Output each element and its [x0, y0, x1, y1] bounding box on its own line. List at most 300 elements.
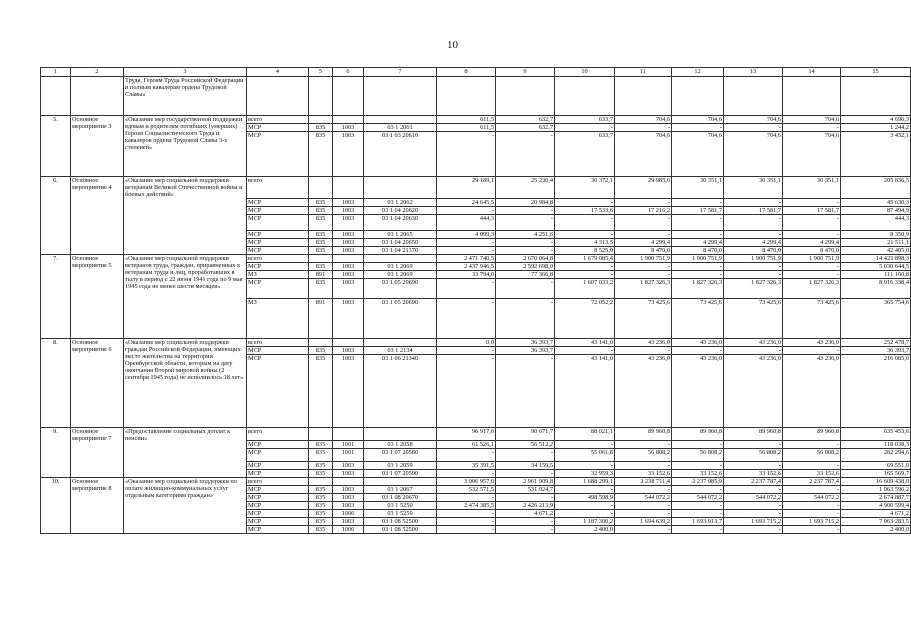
section-code-cell: 1003 — [333, 199, 364, 207]
target-code-cell: 03 1 05 20690 — [364, 299, 437, 339]
cell — [247, 77, 309, 116]
amount-cell: - — [724, 271, 783, 279]
amount-cell: - — [783, 441, 841, 449]
section-code-cell: 1003 — [333, 347, 364, 355]
measure-type: Основное мероприятие 8 — [71, 478, 124, 534]
section-code-cell: 1003 — [333, 462, 364, 470]
amount-cell: - — [437, 207, 496, 215]
grbs-code-cell: 835 — [309, 526, 333, 534]
amount-cell: 33 152,6 — [783, 470, 841, 478]
amount-cell: 43 141,0 — [555, 339, 615, 347]
amount-cell: - — [783, 124, 841, 132]
column-number-5: 5 — [309, 68, 333, 77]
amount-cell: - — [672, 347, 724, 355]
amount-cell: - — [783, 462, 841, 470]
amount-cell: - — [555, 462, 615, 470]
column-number-1: 1 — [41, 68, 71, 77]
amount-cell: 2 670 064,8 — [496, 255, 555, 263]
amount-cell: - — [437, 494, 496, 502]
cell — [783, 77, 841, 116]
amount-cell: 4 696,3 — [841, 116, 911, 124]
target-code-cell: 03 1 06 21340 — [364, 355, 437, 428]
grbs-code-cell: 835 — [309, 279, 333, 299]
executor-cell: МСР — [247, 526, 309, 534]
executor-cell: МСР — [247, 132, 309, 177]
amount-cell: 87 494,9 — [841, 207, 911, 215]
target-code-cell: 03 1 07 20580 — [364, 449, 437, 462]
amount-cell: 2 592 698,0 — [496, 263, 555, 271]
amount-cell: 1 679 085,4 — [555, 255, 615, 263]
amount-cell: 77 366,8 — [496, 271, 555, 279]
table-row — [41, 428, 911, 441]
grbs-code-cell: 835 — [309, 470, 333, 478]
amount-cell: - — [496, 132, 555, 177]
amount-cell: 43 236,0 — [615, 339, 672, 347]
amount-cell: 61 526,1 — [437, 441, 496, 449]
amount-cell: 72 052,2 — [555, 299, 615, 339]
grbs-code-cell — [309, 478, 333, 486]
amount-cell: - — [555, 263, 615, 271]
amount-cell: - — [496, 215, 555, 231]
amount-cell: 29 985,6 — [615, 177, 672, 199]
amount-cell: - — [672, 441, 724, 449]
amount-cell: - — [783, 486, 841, 494]
executor-cell: всего — [247, 255, 309, 263]
cell — [615, 77, 672, 116]
amount-cell: 635 453,6 — [841, 428, 911, 441]
amount-cell: 1 827 326,3 — [724, 279, 783, 299]
amount-cell: 36 393,7 — [841, 347, 911, 355]
amount-cell: 1 244,2 — [841, 124, 911, 132]
amount-cell: - — [615, 263, 672, 271]
amount-cell: - — [724, 502, 783, 510]
amount-cell: 4 299,4 — [724, 239, 783, 247]
grbs-code-cell: 835 — [309, 462, 333, 470]
amount-cell: 444,3 — [437, 215, 496, 231]
amount-cell: 56 512,2 — [496, 441, 555, 449]
amount-cell: - — [615, 215, 672, 231]
amount-cell: 43 236,0 — [783, 355, 841, 428]
section-code-cell: 1003 — [333, 132, 364, 177]
amount-cell: - — [496, 355, 555, 428]
amount-cell: - — [555, 441, 615, 449]
column-number-14: 14 — [783, 68, 841, 77]
amount-cell: 632,7 — [496, 116, 555, 124]
table-row — [41, 339, 911, 347]
amount-cell: - — [724, 486, 783, 494]
executor-cell: МСР — [247, 441, 309, 449]
amount-cell: 2 426 213,9 — [496, 502, 555, 510]
measure-name: «Оказание мер социальной поддержки по оплате жилищно-коммунальных услуг отдельным категориям граждан» — [124, 478, 247, 534]
section-code-cell: 1003 — [333, 207, 364, 215]
amount-cell: - — [615, 231, 672, 239]
executor-cell: МСР — [247, 510, 309, 518]
grbs-code-cell: 891 — [309, 299, 333, 339]
amount-cell: 14 423 898,3 — [841, 255, 911, 263]
target-code-cell: 03 1 2061 — [364, 124, 437, 132]
column-number-6: 6 — [333, 68, 364, 77]
measure-name: «Оказание мер государственной поддержки вдовам и родителям погибших (умерших) Героев Социалистического Труда и кавалеров ордена Трудовой Славы 3-х степеней» — [124, 116, 247, 177]
target-code-cell: 03 1 04 21370 — [364, 247, 437, 255]
amount-cell: 73 425,6 — [615, 299, 672, 339]
amount-cell: - — [555, 271, 615, 279]
executor-cell: МЗ — [247, 299, 309, 339]
amount-cell: - — [724, 347, 783, 355]
amount-cell: - — [724, 263, 783, 271]
amount-cell: - — [555, 347, 615, 355]
amount-cell: - — [496, 279, 555, 299]
target-code-cell: 03 1 2062 — [364, 199, 437, 207]
amount-cell: - — [555, 502, 615, 510]
section-code-cell: 1003 — [333, 239, 364, 247]
amount-cell: 30 351,1 — [672, 177, 724, 199]
executor-cell: МСР — [247, 518, 309, 526]
measure-type: Основное мероприятие 6 — [71, 339, 124, 428]
amount-cell: 43 236,0 — [672, 355, 724, 428]
amount-cell: 33 152,6 — [724, 470, 783, 478]
amount-cell: 365 754,6 — [841, 299, 911, 339]
group-number: 7. — [41, 255, 71, 339]
executor-cell: МЗ — [247, 271, 309, 279]
column-number-8: 8 — [437, 68, 496, 77]
amount-cell: - — [615, 486, 672, 494]
amount-cell: - — [783, 215, 841, 231]
amount-cell: - — [672, 510, 724, 518]
column-number-7: 7 — [364, 68, 437, 77]
executor-cell: МСР — [247, 231, 309, 239]
page-number: 10 — [447, 39, 458, 51]
amount-cell: 1 827 326,3 — [615, 279, 672, 299]
amount-cell: 8 470,0 — [672, 247, 724, 255]
amount-cell: 8 470,0 — [783, 247, 841, 255]
amount-cell: - — [783, 231, 841, 239]
amount-cell: 8 916 338,4 — [841, 279, 911, 299]
cell — [437, 77, 496, 116]
amount-cell: 611,5 — [437, 124, 496, 132]
group-number: 8. — [41, 339, 71, 428]
amount-cell: 498 598,9 — [555, 494, 615, 502]
target-code-cell: 03 1 2134 — [364, 347, 437, 355]
amount-cell: 30 372,1 — [555, 177, 615, 199]
amount-cell: 88 021,1 — [555, 428, 615, 441]
amount-cell: - — [555, 199, 615, 207]
amount-cell: - — [437, 449, 496, 462]
cell — [496, 77, 555, 116]
column-number-9: 9 — [496, 68, 555, 77]
grbs-code-cell: 835 — [309, 199, 333, 207]
group-number: 5. — [41, 116, 71, 177]
target-code-cell — [364, 177, 437, 199]
executor-cell: МСР — [247, 215, 309, 231]
group-number: 10. — [41, 478, 71, 534]
amount-cell: 3 006 957,0 — [437, 478, 496, 486]
amount-cell: - — [724, 231, 783, 239]
target-code-cell: 03 1 04 20620 — [364, 207, 437, 215]
amount-cell: 2 437 946,5 — [437, 263, 496, 271]
amount-cell: 282 294,6 — [841, 449, 911, 462]
section-code-cell: 1003 — [333, 215, 364, 231]
amount-cell: - — [437, 355, 496, 428]
amount-cell: - — [437, 299, 496, 339]
target-code-cell: 03 1 05 20690 — [364, 279, 437, 299]
amount-cell: - — [555, 231, 615, 239]
measure-type: Основное мероприятие 3 — [71, 116, 124, 177]
grbs-code-cell — [309, 339, 333, 347]
grbs-code-cell: 835 — [309, 355, 333, 428]
amount-cell: - — [724, 441, 783, 449]
section-code-cell: 1006 — [333, 510, 364, 518]
amount-cell: - — [783, 271, 841, 279]
amount-cell: 33 794,0 — [437, 271, 496, 279]
target-code-cell — [364, 339, 437, 347]
amount-cell: - — [724, 215, 783, 231]
section-code-cell: 1003 — [333, 231, 364, 239]
amount-cell: 444,3 — [841, 215, 911, 231]
amount-cell: 1 688 299,1 — [555, 478, 615, 486]
grbs-code-cell: 891 — [309, 271, 333, 279]
amount-cell: 17 216,2 — [615, 207, 672, 215]
amount-cell: 216 085,0 — [841, 355, 911, 428]
amount-cell: - — [615, 526, 672, 534]
amount-cell: 1 187 300,2 — [555, 518, 615, 526]
section-code-cell: 1003 — [333, 470, 364, 478]
amount-cell: 544 072,2 — [672, 494, 724, 502]
amount-cell: 1 827 326,3 — [783, 279, 841, 299]
amount-cell: - — [496, 207, 555, 215]
section-code-cell: 1001 — [333, 449, 364, 462]
amount-cell: 704,6 — [724, 116, 783, 124]
amount-cell: - — [496, 247, 555, 255]
amount-cell: - — [672, 502, 724, 510]
amount-cell: - — [555, 486, 615, 494]
amount-cell: 2 400,0 — [841, 526, 911, 534]
amount-cell: 611,5 — [437, 116, 496, 124]
amount-cell: 43 141,0 — [555, 355, 615, 428]
grbs-code-cell: 835 — [309, 231, 333, 239]
amount-cell: - — [496, 470, 555, 478]
amount-cell: 4 900 599,4 — [841, 502, 911, 510]
amount-cell: 1 693 715,2 — [724, 518, 783, 526]
amount-cell: 2 237 787,4 — [724, 478, 783, 486]
amount-cell: 1 693 913,7 — [672, 518, 724, 526]
amount-cell: - — [615, 441, 672, 449]
amount-cell: - — [783, 526, 841, 534]
grbs-code-cell — [309, 255, 333, 263]
column-number-11: 11 — [615, 68, 672, 77]
amount-cell: 704,6 — [615, 116, 672, 124]
amount-cell: 35 391,5 — [437, 462, 496, 470]
executor-cell: МСР — [247, 279, 309, 299]
column-number-13: 13 — [724, 68, 783, 77]
amount-cell: 2 474 385,5 — [437, 502, 496, 510]
amount-cell: - — [724, 462, 783, 470]
executor-cell: всего — [247, 177, 309, 199]
amount-cell: 43 236,0 — [615, 355, 672, 428]
amount-cell: - — [672, 215, 724, 231]
section-code-cell: 1003 — [333, 518, 364, 526]
amount-cell: 17 581,7 — [672, 207, 724, 215]
amount-cell: 89 960,8 — [672, 428, 724, 441]
amount-cell: 8 470,0 — [724, 247, 783, 255]
amount-cell: - — [672, 263, 724, 271]
amount-cell: 43 236,0 — [724, 355, 783, 428]
amount-cell: 56 808,2 — [615, 449, 672, 462]
section-code-cell: 1003 — [333, 124, 364, 132]
amount-cell: 21 511,1 — [841, 239, 911, 247]
amount-cell: - — [437, 132, 496, 177]
amount-cell: - — [615, 462, 672, 470]
section-code-cell: 1003 — [333, 299, 364, 339]
measure-type: Основное мероприятие 4 — [71, 177, 124, 255]
amount-cell: 2 400,0 — [555, 526, 615, 534]
amount-cell: 1 694 639,2 — [615, 518, 672, 526]
amount-cell: - — [783, 502, 841, 510]
measure-name: «Оказание мер социальной поддержки ветеранам Великой Отечественной войны и боевых действий» — [124, 177, 247, 255]
target-code-cell: 03 1 5250 — [364, 502, 437, 510]
amount-cell: 4 299,4 — [672, 239, 724, 247]
amount-cell: - — [615, 271, 672, 279]
target-code-cell: 03 1 04 20650 — [364, 239, 437, 247]
amount-cell: 29 189,1 — [437, 177, 496, 199]
amount-cell: - — [783, 199, 841, 207]
executor-cell: МСР — [247, 207, 309, 215]
amount-cell: 43 236,0 — [672, 339, 724, 347]
amount-cell: 632,7 — [496, 124, 555, 132]
executor-cell: МСР — [247, 486, 309, 494]
target-code-cell: 03 1 5250 — [364, 510, 437, 518]
amount-cell: 118 038,3 — [841, 441, 911, 449]
amount-cell: 34 159,5 — [496, 462, 555, 470]
amount-cell: - — [672, 486, 724, 494]
cell — [71, 77, 124, 116]
column-number-12: 12 — [672, 68, 724, 77]
amount-cell: 704,6 — [672, 116, 724, 124]
section-code-cell — [333, 428, 364, 441]
section-code-cell: 1003 — [333, 263, 364, 271]
amount-cell: 1 900 751,9 — [672, 255, 724, 263]
amount-cell: 111 160,8 — [841, 271, 911, 279]
amount-cell: 36 393,7 — [496, 347, 555, 355]
amount-cell: 1 900 751,9 — [615, 255, 672, 263]
section-code-cell — [333, 116, 364, 124]
amount-cell: - — [724, 199, 783, 207]
grbs-code-cell: 835 — [309, 132, 333, 177]
amount-cell: - — [437, 279, 496, 299]
section-code-cell: 1006 — [333, 526, 364, 534]
executor-cell: всего — [247, 428, 309, 441]
amount-cell: 8 470,0 — [615, 247, 672, 255]
amount-cell: 1 900 751,9 — [783, 255, 841, 263]
amount-cell: - — [437, 518, 496, 526]
amount-cell: 24 645,5 — [437, 199, 496, 207]
target-code-cell: 03 1 07 20590 — [364, 470, 437, 478]
section-code-cell — [333, 478, 364, 486]
group-number: 6. — [41, 177, 71, 255]
amount-cell: 33 152,6 — [615, 470, 672, 478]
executor-cell: МСР — [247, 494, 309, 502]
amount-cell: - — [615, 199, 672, 207]
amount-cell: 4 299,4 — [615, 239, 672, 247]
amount-cell: 42 405,0 — [841, 247, 911, 255]
target-code-cell: 03 1 04 20630 — [364, 215, 437, 231]
amount-cell: - — [555, 510, 615, 518]
amount-cell: - — [672, 462, 724, 470]
amount-cell: 3 452,1 — [841, 132, 911, 177]
amount-cell: - — [437, 239, 496, 247]
target-code-cell — [364, 478, 437, 486]
amount-cell: 8 525,0 — [555, 247, 615, 255]
grbs-code-cell: 835 — [309, 486, 333, 494]
amount-cell: 56 808,2 — [672, 449, 724, 462]
column-number-3: 3 — [124, 68, 247, 77]
amount-cell: 544 072,2 — [724, 494, 783, 502]
continuation-row — [41, 77, 911, 116]
amount-cell: - — [437, 510, 496, 518]
amount-cell: 2 237 787,4 — [783, 478, 841, 486]
amount-cell: 90 671,7 — [496, 428, 555, 441]
amount-cell: 544 072,2 — [783, 494, 841, 502]
amount-cell: 30 351,1 — [724, 177, 783, 199]
table-body — [41, 68, 911, 534]
amount-cell: 30 351,1 — [783, 177, 841, 199]
grbs-code-cell — [309, 177, 333, 199]
measure-name: «Предоставление социальных доплат к пенсии» — [124, 428, 247, 478]
target-code-cell: 03 1 2069 — [364, 271, 437, 279]
executor-cell: МСР — [247, 263, 309, 271]
continuation-text: Труда, Героям Труда Российской Федерации и полным кавалерам ордена Трудовой Славы» — [124, 77, 247, 116]
amount-cell: 2 237 985,9 — [672, 478, 724, 486]
amount-cell: 4 299,4 — [783, 239, 841, 247]
table-row — [41, 116, 911, 124]
amount-cell: 4 099,3 — [437, 231, 496, 239]
executor-cell: МСР — [247, 449, 309, 462]
program-funding-table — [40, 67, 911, 534]
amount-cell: 633,7 — [555, 116, 615, 124]
grbs-code-cell: 835 — [309, 494, 333, 502]
cell — [333, 77, 364, 116]
section-code-cell: 1003 — [333, 271, 364, 279]
cell — [672, 77, 724, 116]
amount-cell: 531 024,7 — [496, 486, 555, 494]
amount-cell: 1 827 326,3 — [672, 279, 724, 299]
section-code-cell: 1003 — [333, 355, 364, 428]
section-code-cell: 1003 — [333, 279, 364, 299]
amount-cell: 252 478,7 — [841, 339, 911, 347]
amount-cell: - — [437, 526, 496, 534]
executor-cell: всего — [247, 339, 309, 347]
amount-cell: 704,6 — [672, 132, 724, 177]
table-row — [41, 177, 911, 199]
column-number-15: 15 — [841, 68, 911, 77]
section-code-cell: 1003 — [333, 502, 364, 510]
amount-cell: - — [496, 239, 555, 247]
grbs-code-cell: 835 — [309, 518, 333, 526]
target-code-cell — [364, 428, 437, 441]
amount-cell: 43 236,0 — [783, 339, 841, 347]
amount-cell: 73 425,6 — [672, 299, 724, 339]
measure-type: Основное мероприятие 7 — [71, 428, 124, 478]
grbs-code-cell: 835 — [309, 441, 333, 449]
target-code-cell: 03 1 2067 — [364, 486, 437, 494]
amount-cell: - — [437, 247, 496, 255]
amount-cell: 33 152,6 — [672, 470, 724, 478]
measure-name: «Оказание мер социальной поддержки ветеранов труда, граждан, приравненных к ветеранам труда и лиц, проработавших в тылу в период с 22 июня 1941 года по 9 мая 1945 года не менее шести месяцев» — [124, 255, 247, 339]
grbs-code-cell — [309, 428, 333, 441]
amount-cell: 73 425,6 — [724, 299, 783, 339]
target-code-cell — [364, 116, 437, 124]
amount-cell: 56 808,2 — [724, 449, 783, 462]
amount-cell: 16 609 438,0 — [841, 478, 911, 486]
